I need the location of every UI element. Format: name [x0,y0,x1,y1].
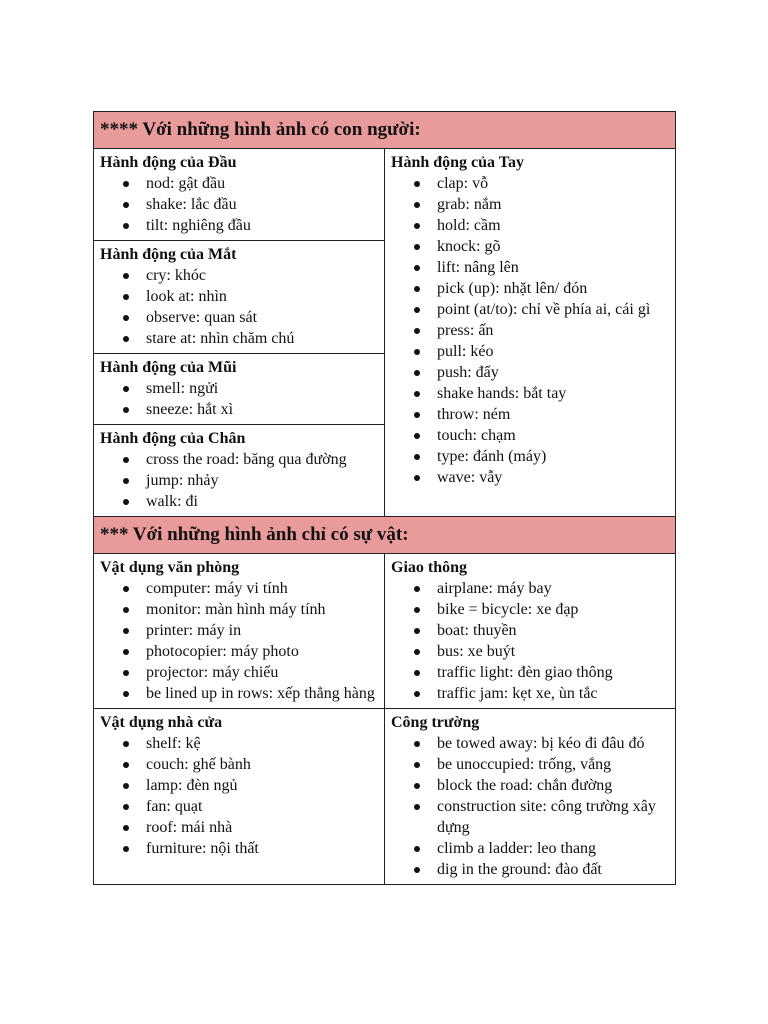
list-item: pull: kéo [391,341,669,362]
vocabulary-table [93,111,676,885]
household-items-list [100,733,378,859]
list-item: computer: máy vi tính [100,578,378,599]
construction-column [385,709,675,884]
list-item: sneeze: hắt xì [100,399,378,420]
list-item: stare at: nhìn chăm chú [100,328,378,349]
section-header-objects: *** Với những hình ảnh chỉ có sự vật: [94,517,675,554]
list-item: nod: gật đầu [100,173,378,194]
list-item: block the road: chắn đường [391,775,669,796]
list-item: printer: máy in [100,620,378,641]
list-item: climb a ladder: leo thang [391,838,669,859]
nose-actions-title: Hành động của Mũi [100,359,237,376]
list-item: bus: xe buýt [391,641,669,662]
list-item: hold: cầm [391,215,669,236]
objects-row-2 [94,709,675,884]
list-item: shelf: kệ [100,733,378,754]
list-item: furniture: nội thất [100,838,378,859]
list-item: traffic jam: kẹt xe, ùn tắc [391,683,669,704]
list-item: lamp: đèn ngủ [100,775,378,796]
head-actions-cell [94,149,384,241]
list-item: look at: nhìn [100,286,378,307]
list-item: wave: vẫy [391,467,669,488]
construction-cell [385,709,675,884]
list-item: cross the road: băng qua đường [100,449,378,470]
body-parts-column [94,149,385,516]
list-item: grab: nắm [391,194,669,215]
office-items-title: Vật dụng văn phòng [100,559,240,576]
list-item: bike = bicycle: xe đạp [391,599,669,620]
list-item: cry: khóc [100,265,378,286]
household-items-cell [94,709,384,863]
leg-actions-title: Hành động của Chân [100,430,246,447]
list-item: photocopier: máy photo [100,641,378,662]
leg-actions-list [100,449,378,512]
list-item: smell: ngửi [100,378,378,399]
list-item: shake: lắc đầu [100,194,378,215]
list-item: construction site: công trường xây dựng [391,796,669,838]
list-item: be towed away: bị kéo đi đâu đó [391,733,669,754]
hand-actions-cell [385,149,675,492]
list-item: shake hands: bắt tay [391,383,669,404]
hand-actions-title: Hành động của Tay [391,154,524,171]
office-items-cell [94,554,384,708]
traffic-cell [385,554,675,708]
nose-actions-list [100,378,378,420]
list-item: knock: gõ [391,236,669,257]
household-items-column [94,709,385,884]
list-item: tilt: nghiêng đầu [100,215,378,236]
leg-actions-cell [94,425,384,516]
eye-actions-cell [94,241,384,354]
list-item: throw: ném [391,404,669,425]
list-item: traffic light: đèn giao thông [391,662,669,683]
construction-list [391,733,669,880]
list-item: be unoccupied: trống, vắng [391,754,669,775]
list-item: press: ấn [391,320,669,341]
list-item: projector: máy chiếu [100,662,378,683]
office-items-column [94,554,385,708]
office-items-list [100,578,378,704]
eye-actions-list [100,265,378,349]
list-item: jump: nhảy [100,470,378,491]
hand-actions-list [391,173,669,488]
section-header-people: **** Với những hình ảnh có con người: [94,112,675,149]
traffic-title: Giao thông [391,559,468,576]
traffic-column [385,554,675,708]
list-item: couch: ghế bành [100,754,378,775]
list-item: walk: đi [100,491,378,512]
head-actions-list [100,173,378,236]
list-item: monitor: màn hình máy tính [100,599,378,620]
list-item: observe: quan sát [100,307,378,328]
list-item: point (at/to): chỉ về phía ai, cái gì [391,299,669,320]
list-item: boat: thuyền [391,620,669,641]
hand-actions-column [385,149,675,516]
traffic-list [391,578,669,704]
list-item: pick (up): nhặt lên/ đón [391,278,669,299]
list-item: push: đẩy [391,362,669,383]
objects-row-1 [94,554,675,709]
list-item: touch: chạm [391,425,669,446]
list-item: clap: vỗ [391,173,669,194]
list-item: type: đánh (máy) [391,446,669,467]
list-item: fan: quạt [100,796,378,817]
list-item: roof: mái nhà [100,817,378,838]
construction-title: Công trường [391,714,480,731]
people-actions-row [94,149,675,517]
list-item: dig in the ground: đào đất [391,859,669,880]
list-item: airplane: máy bay [391,578,669,599]
list-item: be lined up in rows: xếp thẳng hàng [100,683,378,704]
nose-actions-cell [94,354,384,425]
head-actions-title: Hành động của Đầu [100,154,237,171]
eye-actions-title: Hành động của Mắt [100,246,237,263]
household-items-title: Vật dụng nhà cửa [100,714,223,731]
list-item: lift: nâng lên [391,257,669,278]
